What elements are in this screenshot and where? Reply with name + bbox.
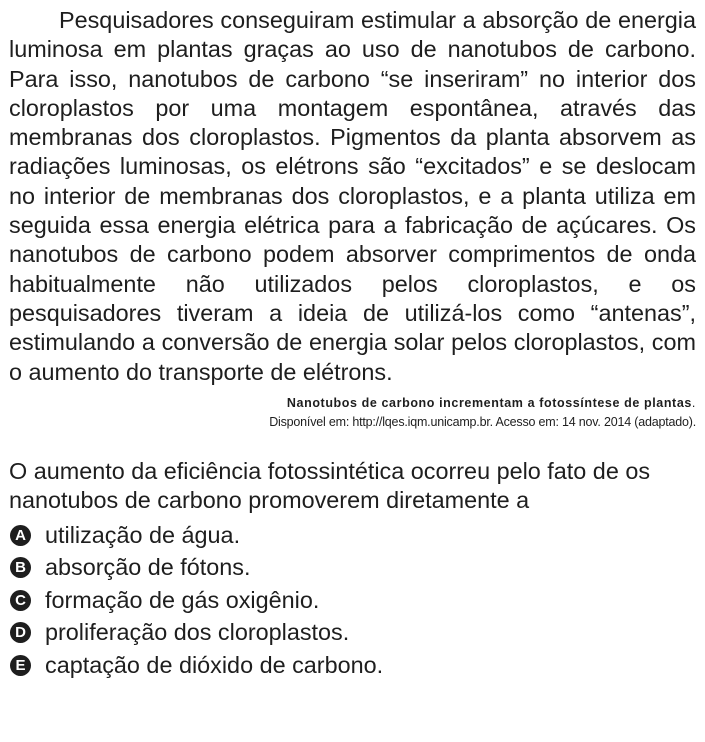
option-letter-badge: B [10,557,31,578]
source-title-line [9,394,696,413]
option-letter-badge: E [10,655,31,676]
passage-text: Pesquisadores conseguiram estimular a absorção de energia luminosa em plantas graças ao uso de nanotubos de carbono. Para isso, nanotubos de carbono “se inseriram” no interior dos cloroplastos por uma montagem espontânea, através das membranas dos cloroplastos. Pigmentos da planta absorvem as radiações luminosas, os elétrons são “excitados” e se deslocam no interior de membranas dos cloroplastos, e a planta utiliza em seguida essa energia elétrica para a fabricação de açúcares. Os nanotubos de carbono podem absorver comprimentos de onda habitualmente não utilizados pelos cloroplastos, e os pesquisadores tiveram a ideia de utilizá-los como “antenas”, estimulando a conversão de energia solar pelos cloroplastos, com o aumento do transporte de elétrons. [9,7,696,385]
question-page [9,6,696,681]
answer-options [9,519,696,682]
option-c[interactable] [9,584,696,617]
option-letter-badge: D [10,622,31,643]
option-a[interactable] [9,519,696,552]
option-e[interactable] [9,649,696,682]
question-stem: O aumento da eficiência fotossintética ocorreu pelo fato de os nanotubos de carbono promoverem diretamente a [9,457,651,514]
source-title-suffix: . [691,395,696,410]
option-text: formação de gás oxigênio. [45,586,320,613]
source-citation [9,394,696,432]
option-letter-badge: A [10,525,31,546]
option-letter-badge: C [10,590,31,611]
option-d[interactable] [9,616,696,649]
option-b[interactable] [9,551,696,584]
option-text: absorção de fótons. [45,554,251,581]
option-text: proliferação dos cloroplastos. [45,619,350,646]
option-text: captação de dióxido de carbono. [45,651,384,678]
option-text: utilização de água. [45,521,241,548]
source-title: Nanotubos de carbono incrementam a fotossíntese de plantas [286,395,692,410]
source-availability: Disponível em: http://lqes.iqm.unicamp.br. Acesso em: 14 nov. 2014 (adaptado). [269,414,696,429]
